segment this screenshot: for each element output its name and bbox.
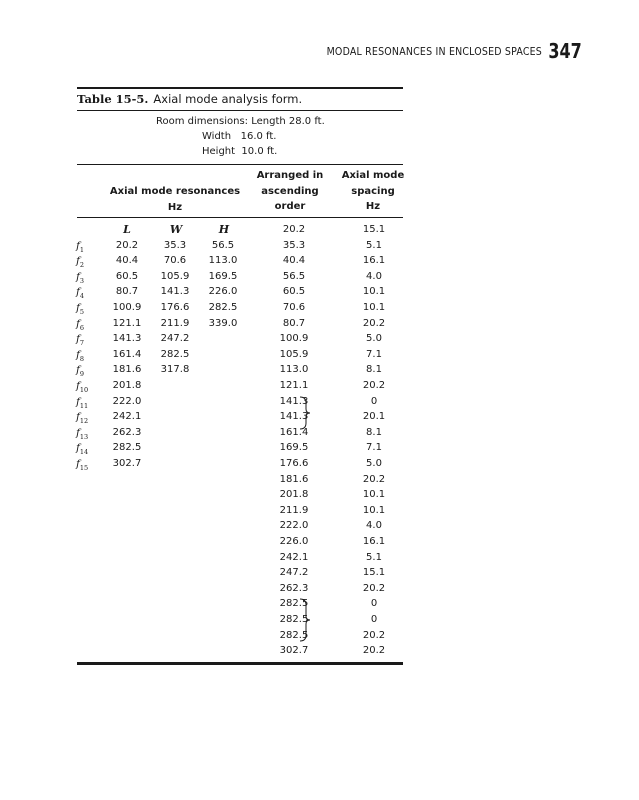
mode-label	[76, 286, 84, 300]
cell-spacing: 20.2	[362, 473, 386, 485]
mode-label-f: f	[76, 286, 80, 299]
cell-spacing: 0	[370, 598, 378, 610]
cell-ascending: 56.5	[282, 270, 306, 282]
cell-ascending: 141.3	[279, 411, 309, 423]
cell-L: 262.3	[112, 426, 142, 438]
cell-spacing: 8.1	[366, 426, 382, 438]
cell-ascending: 60.5	[282, 286, 306, 298]
mode-label	[76, 271, 84, 285]
cell-spacing: 7.1	[366, 442, 382, 454]
mode-label-f: f	[76, 380, 80, 392]
cell-spacing: 20.1	[362, 411, 386, 423]
header-spacing-line2: spacing	[351, 185, 395, 197]
mode-label	[76, 427, 88, 441]
table-bottom-rule	[77, 662, 403, 665]
mode-label-index: 2	[79, 261, 85, 270]
header-resonances-line2: Hz	[167, 201, 183, 213]
cell-spacing: 5.1	[366, 239, 382, 251]
cell-spacing: 4.0	[366, 270, 382, 282]
mode-label-f: f	[76, 255, 80, 268]
cell-spacing: 10.1	[362, 286, 386, 298]
cell-ascending: 226.0	[279, 536, 309, 547]
mode-label	[76, 442, 88, 456]
cell-H: 226.0	[208, 286, 238, 298]
table-label: Table 15-5.	[77, 92, 149, 106]
dims-rule	[77, 164, 403, 165]
cell-ascending: 113.0	[279, 364, 309, 376]
mode-label-f: f	[76, 442, 80, 455]
header-spacing	[333, 168, 413, 215]
cell-ascending: 282.5	[279, 614, 309, 625]
mode-label	[76, 458, 88, 472]
mode-label-f: f	[76, 426, 80, 439]
cell-L: 20.2	[115, 239, 139, 251]
mode-label-index: 8	[79, 354, 85, 363]
header-ascending	[250, 168, 330, 215]
mode-label-index: 4	[79, 292, 85, 301]
cell-L: 80.7	[115, 286, 139, 298]
mode-label-f: f	[76, 348, 80, 361]
brace-pair-141	[298, 395, 314, 431]
cell-spacing: 20.2	[362, 317, 386, 329]
cell-L: 222.0	[112, 395, 142, 407]
mode-label-index: 5	[79, 308, 85, 317]
cell-ascending: 100.9	[279, 333, 309, 345]
cell-L: 181.6	[112, 364, 142, 376]
cell-spacing: 0	[370, 614, 378, 625]
mode-label-f: f	[76, 317, 80, 330]
mode-label-index: 10	[79, 386, 89, 395]
cell-spacing: 5.1	[366, 551, 382, 563]
header-resonances	[100, 184, 250, 215]
mode-label-index: 7	[79, 339, 85, 348]
cell-ascending: 70.6	[282, 302, 306, 313]
cell-spacing: 8.1	[366, 364, 382, 376]
mode-label-index: 12	[79, 417, 89, 426]
page-number: 347	[548, 39, 582, 63]
cell-L: 282.5	[112, 442, 142, 454]
cell-spacing: 20.2	[362, 629, 386, 641]
header-ascending-line1: Arranged in	[256, 170, 324, 181]
cell-H: 113.0	[208, 255, 238, 267]
cell-W: 35.3	[163, 239, 187, 251]
cell-ascending: 176.6	[279, 458, 309, 469]
cell-ascending: 121.1	[279, 380, 309, 391]
mode-label	[76, 396, 88, 410]
table-caption-text: Axial mode analysis form.	[153, 92, 303, 106]
column-W-heading: W	[169, 223, 183, 236]
mode-label-f: f	[76, 302, 80, 314]
mode-label-index: 15	[79, 464, 89, 473]
room-width: Width 16.0 ft.	[202, 131, 277, 142]
cell-W: 141.3	[160, 286, 190, 298]
cell-W: 211.9	[160, 317, 190, 329]
mode-label	[76, 318, 84, 332]
cell-spacing: 10.1	[362, 489, 386, 501]
cell-ascending: 222.0	[279, 520, 309, 532]
room-height: Height 10.0 ft.	[202, 146, 278, 157]
cell-spacing: 16.1	[362, 255, 386, 267]
column-H-heading: H	[218, 223, 230, 236]
cell-L: 60.5	[115, 270, 139, 282]
cell-ascending: 247.2	[279, 567, 309, 579]
cell-spacing: 10.1	[362, 504, 386, 516]
cell-ascending: 40.4	[282, 255, 306, 267]
caption-rule	[77, 110, 403, 111]
header-ascending-line3: order	[274, 201, 306, 212]
mode-label-f: f	[76, 395, 80, 408]
cell-ascending: 242.1	[279, 551, 309, 563]
cell-W: 247.2	[160, 333, 190, 345]
cell-spacing: 20.2	[362, 645, 386, 657]
mode-label	[76, 240, 84, 254]
cell-H: 169.5	[208, 270, 238, 282]
cell-L: 242.1	[112, 411, 142, 423]
cell-L: 161.4	[112, 348, 142, 360]
header-spacing-line1: Axial mode	[341, 170, 405, 181]
cell-ascending: 211.9	[279, 504, 309, 516]
cell-spacing: 16.1	[362, 536, 386, 547]
cell-ascending: 181.6	[279, 473, 309, 485]
cell-ascending: 20.2	[282, 224, 306, 235]
cell-ascending: 161.4	[279, 426, 309, 438]
cell-L: 100.9	[112, 302, 142, 313]
mode-label-f: f	[76, 411, 80, 424]
cell-ascending: 80.7	[282, 317, 306, 329]
mode-label	[76, 302, 84, 316]
cell-L: 121.1	[112, 317, 142, 329]
cell-ascending: 35.3	[282, 239, 306, 251]
cell-spacing: 5.0	[366, 333, 382, 345]
cell-ascending: 169.5	[279, 442, 309, 454]
mode-label	[76, 333, 84, 347]
mode-label-f: f	[76, 458, 80, 470]
cell-ascending: 141.3	[279, 395, 309, 407]
cell-L: 40.4	[115, 255, 139, 267]
cell-ascending: 282.5	[279, 598, 309, 610]
mode-label	[76, 364, 84, 378]
mode-label-f: f	[76, 270, 80, 283]
running-head	[300, 41, 582, 65]
cell-W: 317.8	[160, 364, 190, 376]
cell-H: 282.5	[208, 302, 238, 313]
header-ascending-line2: ascending	[261, 185, 319, 197]
cell-ascending: 201.8	[279, 489, 309, 501]
cell-spacing: 0	[370, 395, 378, 407]
cell-ascending: 262.3	[279, 582, 309, 594]
cell-spacing: 4.0	[366, 520, 382, 532]
mode-label-index: 1	[79, 245, 85, 254]
cell-spacing: 10.1	[362, 302, 386, 313]
cell-W: 70.6	[163, 255, 187, 267]
cell-H: 339.0	[208, 317, 238, 329]
mode-label-index: 14	[79, 448, 89, 457]
cell-L: 201.8	[112, 380, 142, 391]
cell-spacing: 5.0	[366, 458, 382, 469]
cell-W: 176.6	[160, 302, 190, 313]
header-spacing-line3: Hz	[365, 201, 381, 212]
table-caption	[77, 92, 302, 106]
brace-triple-282	[298, 597, 314, 643]
cell-spacing: 15.1	[362, 567, 386, 579]
mode-label-f: f	[76, 364, 80, 377]
column-L-heading: L	[123, 223, 131, 236]
table-top-rule	[77, 87, 403, 89]
header-rule	[77, 217, 403, 218]
header-resonances-line1: Axial mode resonances	[109, 186, 241, 197]
mode-label-index: 11	[79, 401, 89, 410]
cell-spacing: 20.2	[362, 582, 386, 594]
room-length: Room dimensions: Length 28.0 ft.	[156, 116, 325, 127]
cell-spacing: 20.2	[362, 380, 386, 391]
mode-label-f: f	[76, 333, 80, 346]
cell-L: 302.7	[112, 458, 142, 469]
cell-spacing: 15.1	[362, 224, 386, 235]
mode-label	[76, 380, 88, 394]
mode-label	[76, 411, 88, 425]
mode-label	[76, 349, 84, 363]
cell-ascending: 302.7	[279, 645, 309, 657]
mode-label-index: 13	[79, 432, 89, 441]
cell-L: 141.3	[112, 333, 142, 345]
mode-label-f: f	[76, 239, 80, 252]
running-title: MODAL RESONANCES IN ENCLOSED SPACES	[326, 46, 542, 58]
cell-ascending: 282.5	[279, 629, 309, 641]
mode-label-index: 9	[79, 370, 85, 379]
cell-H: 56.5	[211, 239, 235, 251]
cell-W: 282.5	[160, 348, 190, 360]
mode-label-index: 3	[79, 276, 85, 285]
mode-label-index: 6	[79, 323, 85, 332]
cell-W: 105.9	[160, 270, 190, 282]
cell-spacing: 7.1	[366, 348, 382, 360]
mode-label	[76, 255, 84, 269]
cell-ascending: 105.9	[279, 348, 309, 360]
